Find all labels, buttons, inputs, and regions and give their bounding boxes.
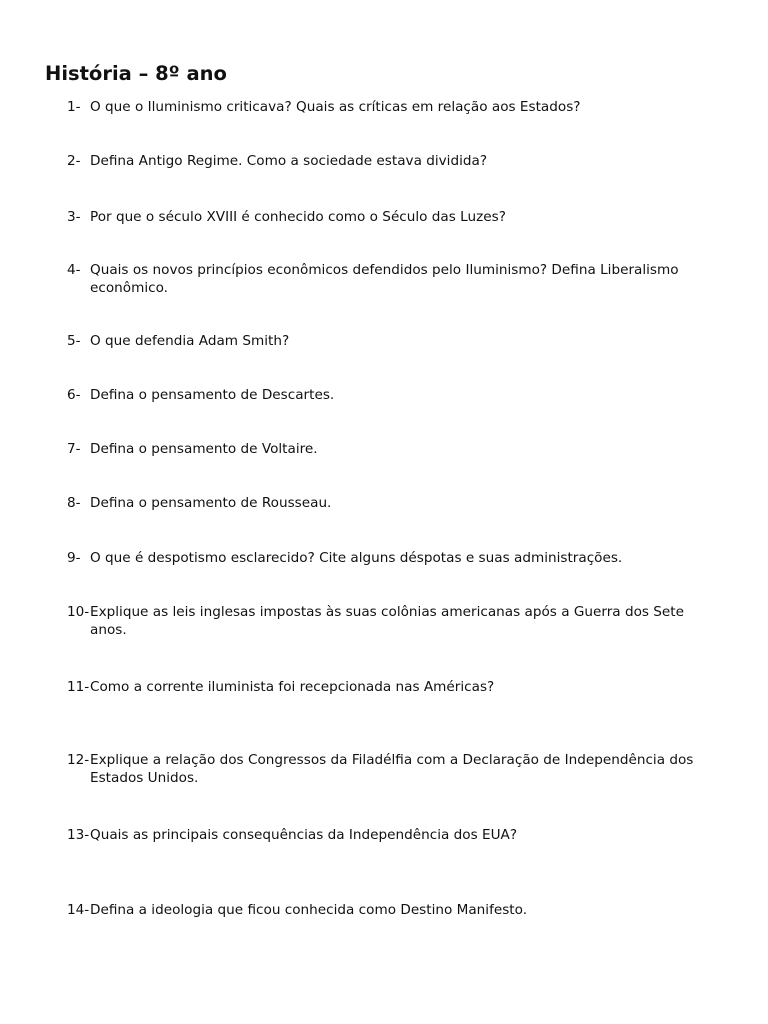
question-8 — [67, 494, 717, 512]
question-10 — [67, 603, 717, 639]
question-number: 13- — [67, 827, 90, 843]
question-number: 8- — [67, 495, 81, 511]
question-text: Quais os novos princípios econômicos defendidos pelo Iluminismo? Defina Liberalismo econômico. — [90, 262, 679, 296]
question-text: Explique as leis inglesas impostas às suas colônias americanas após a Guerra dos Sete anos. — [90, 604, 684, 638]
question-number: 7- — [67, 441, 81, 457]
question-text: Por que o século XVIII é conhecido como o Século das Luzes? — [90, 209, 506, 225]
question-text: Como a corrente iluminista foi recepcionada nas Américas? — [90, 679, 495, 695]
question-number: 11- — [67, 679, 90, 695]
question-13 — [67, 826, 717, 844]
question-text: Defina Antigo Regime. Como a sociedade estava dividida? — [90, 153, 488, 169]
question-text: O que o Iluminismo criticava? Quais as críticas em relação aos Estados? — [90, 99, 581, 115]
question-text: O que defendia Adam Smith? — [90, 333, 290, 349]
question-number: 3- — [67, 209, 81, 225]
question-2 — [67, 152, 717, 170]
question-number: 1- — [67, 99, 81, 115]
question-7 — [67, 440, 717, 458]
question-12 — [67, 751, 717, 787]
question-text: Defina o pensamento de Voltaire. — [90, 441, 318, 457]
question-4 — [67, 261, 717, 297]
question-14 — [67, 901, 717, 919]
question-9 — [67, 549, 717, 567]
question-5 — [67, 332, 717, 350]
question-number: 6- — [67, 387, 81, 403]
question-number: 10- — [67, 604, 90, 620]
question-number: 14- — [67, 902, 90, 918]
question-text: Quais as principais consequências da Independência dos EUA? — [90, 827, 518, 843]
page-title: História – 8º ano — [45, 62, 227, 85]
question-number: 4- — [67, 262, 81, 278]
question-text: Defina a ideologia que ficou conhecida como Destino Manifesto. — [90, 902, 528, 918]
question-number: 5- — [67, 333, 81, 349]
question-text: Explique a relação dos Congressos da Filadélfia com a Declaração de Independência dos Estados Unidos. — [90, 752, 694, 786]
question-number: 12- — [67, 752, 90, 768]
question-6 — [67, 386, 717, 404]
question-11 — [67, 678, 717, 696]
question-3 — [67, 208, 717, 226]
question-text: Defina o pensamento de Descartes. — [90, 387, 335, 403]
question-text: Defina o pensamento de Rousseau. — [90, 495, 332, 511]
question-1 — [67, 98, 717, 116]
question-number: 9- — [67, 550, 81, 566]
question-number: 2- — [67, 153, 81, 169]
question-text: O que é despotismo esclarecido? Cite alguns déspotas e suas administrações. — [90, 550, 623, 566]
